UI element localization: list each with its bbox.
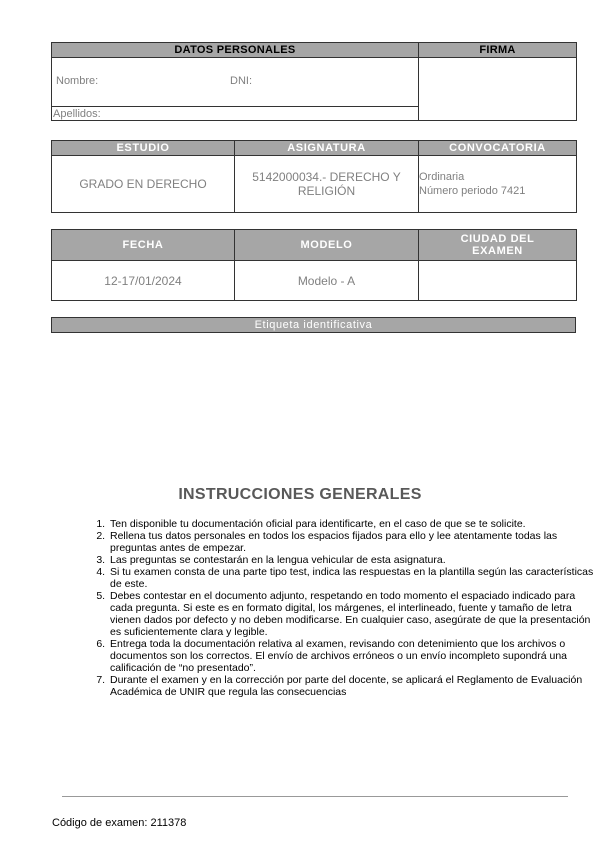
- personal-data-header: DATOS PERSONALES: [52, 43, 419, 58]
- city-value[interactable]: [419, 261, 577, 301]
- study-header: ESTUDIO: [52, 141, 235, 156]
- instruction-item: 5. Debes contestar en el documento adjunto, respetando en todo momento el espaciado indicado para cada pregunta. Si este es en formato digital, los márgenes, el interlineado, fuente y tamaño de letra vienen dados por defecto y no deben modificarse. En cualquier caso, asegúrate de que la presentación es suficientemente clara y legible.: [108, 590, 598, 638]
- subject-value: 5142000034.- DERECHO Y RELIGIÓN: [235, 156, 419, 213]
- footer-divider: [62, 796, 568, 797]
- degree-value: GRADO EN DERECHO: [52, 156, 235, 213]
- id-label-header: Etiqueta identificativa: [52, 318, 576, 333]
- date-value: 12-17/01/2024: [52, 261, 235, 301]
- surname-cell[interactable]: [52, 107, 419, 121]
- subject-header: ASIGNATURA: [235, 141, 419, 156]
- surname-label: Apellidos:: [53, 108, 101, 120]
- id-label-table: [51, 317, 576, 333]
- model-header: MODELO: [235, 230, 419, 261]
- signature-field[interactable]: [419, 58, 577, 121]
- dni-label: DNI:: [230, 75, 252, 87]
- instructions-list: [88, 518, 598, 698]
- instruction-item: 7. Durante el examen y en la corrección por parte del docente, se aplicará el Reglamento de Evaluación Académica de UNIR que regula las consecuencias: [108, 674, 598, 698]
- exam-code: Código de examen: 211378: [52, 817, 187, 829]
- name-label: Nombre:: [56, 75, 99, 87]
- date-header: FECHA: [52, 230, 235, 261]
- instructions-title: INSTRUCCIONES GENERALES: [178, 486, 422, 503]
- exam-table: [51, 229, 577, 301]
- instruction-item: 2. Rellena tus datos personales en todos los espacios fijados para ello y lee atentamente todas las preguntas antes de empezar.: [108, 530, 598, 554]
- instruction-item: 1. Ten disponible tu documentación oficial para identificarte, en el caso de que se te solicite.: [108, 518, 598, 530]
- name-dni-cell[interactable]: [52, 58, 419, 107]
- city-header: CIUDAD DEL EXAMEN: [419, 230, 577, 261]
- call-header: CONVOCATORIA: [419, 141, 577, 156]
- instruction-item: 6. Entrega toda la documentación relativa al examen, revisando con detenimiento que los archivos o documentos son los correctos. El envío de archivos erróneos o un envío incompleto supondrá una calificación de “no presentado”.: [108, 638, 598, 674]
- instruction-item: 4. Si tu examen consta de una parte tipo test, indica las respuestas en la plantilla según las características de este.: [108, 566, 598, 590]
- signature-header: FIRMA: [419, 43, 577, 58]
- call-cell: [419, 156, 577, 213]
- personal-data-table: [51, 42, 577, 121]
- study-table: [51, 140, 577, 213]
- call-type-value: Ordinaria: [419, 171, 465, 183]
- model-value: Modelo - A: [235, 261, 419, 301]
- period-value: Número periodo 7421: [419, 185, 526, 197]
- instruction-item: 3. Las preguntas se contestarán en la lengua vehicular de esta asignatura.: [108, 554, 598, 566]
